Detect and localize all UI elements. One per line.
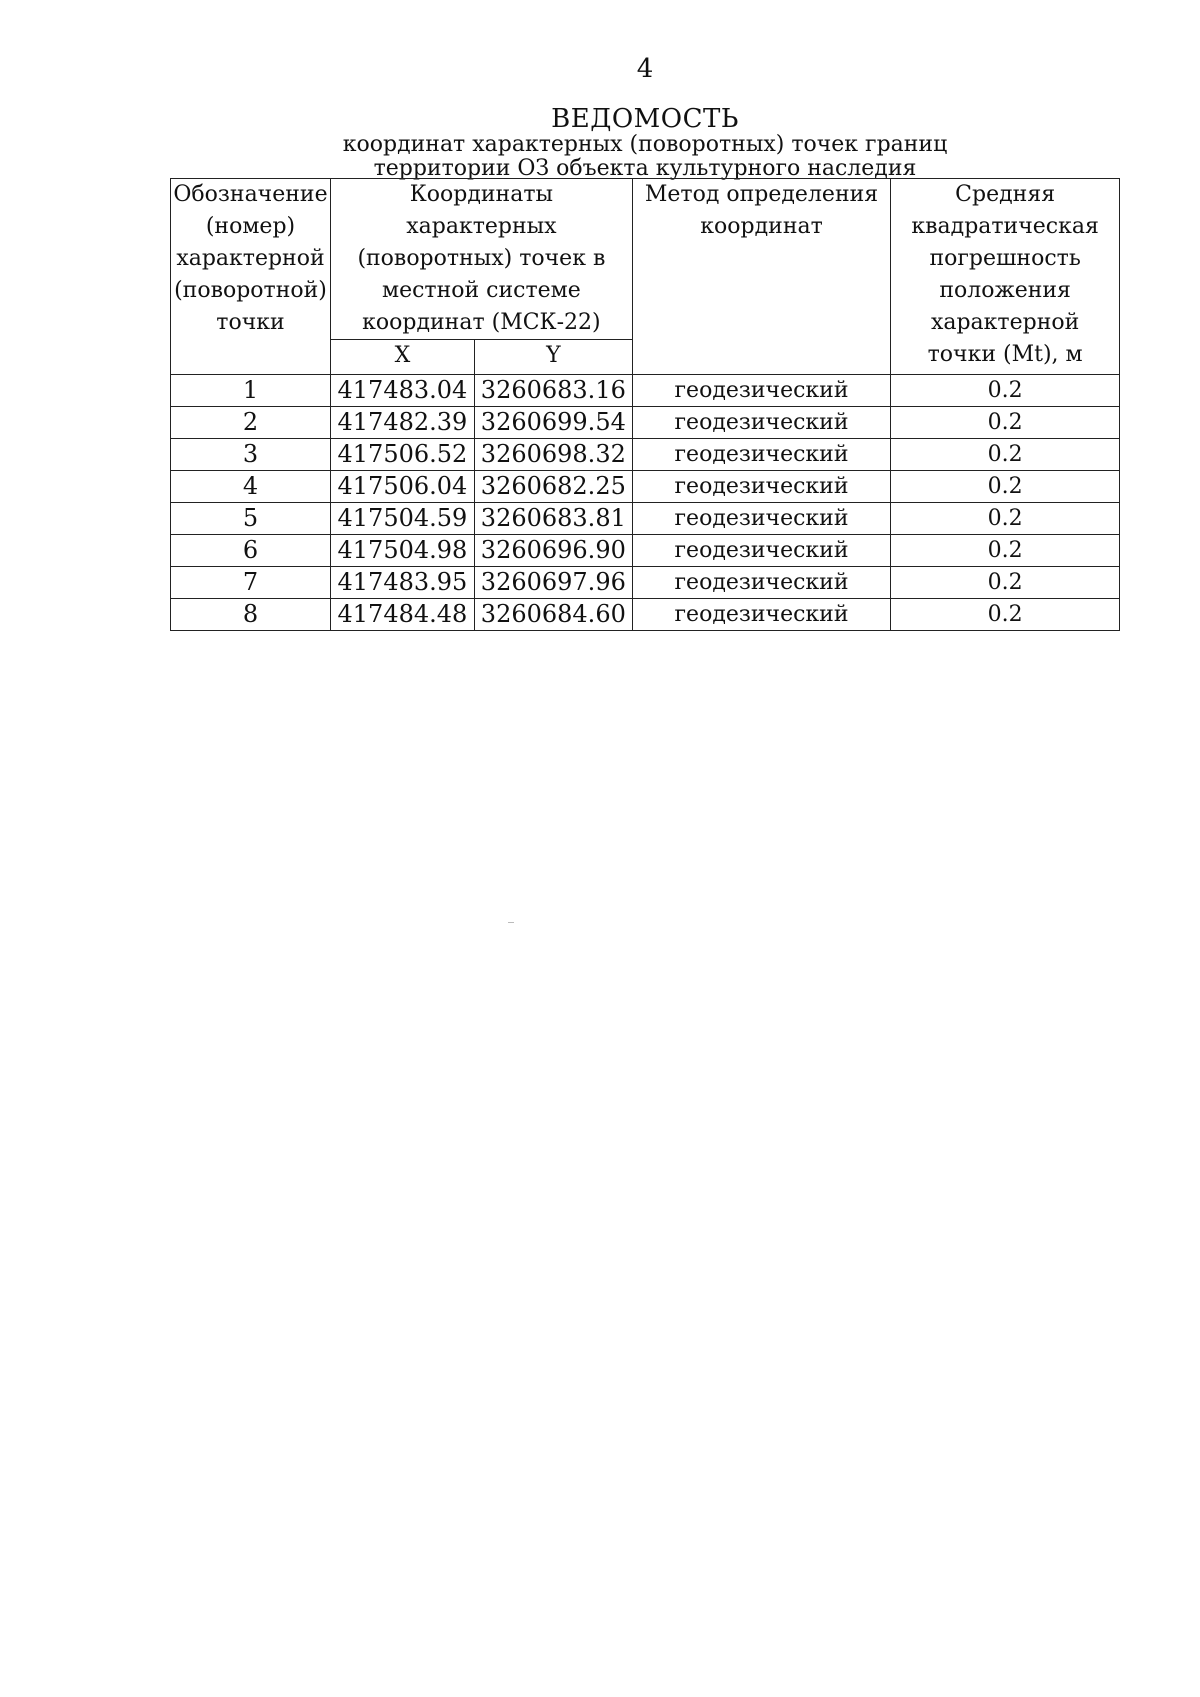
cell-point-number: 8 <box>171 599 331 631</box>
header-line: Обозначение <box>173 182 328 207</box>
header-line: Метод определения <box>644 182 879 207</box>
cell-point-number: 7 <box>171 567 331 599</box>
cell-method: геодезический <box>632 407 890 439</box>
page-number: 4 <box>636 54 654 84</box>
document-subtitle-line-1: координат характерных (поворотных) точек границ <box>342 132 948 157</box>
document-subtitle-line-2: территории ОЗ объекта культурного наследия <box>373 156 917 181</box>
header-line: точки <box>216 310 285 335</box>
header-line: (поворотной) <box>174 278 327 303</box>
scan-speck <box>508 922 514 923</box>
table-row <box>171 407 1120 439</box>
cell-error: 0.2 <box>891 439 1120 471</box>
cell-error: 0.2 <box>891 567 1120 599</box>
header-line: (поворотных) точек в <box>357 246 606 271</box>
cell-y: 3260684.60 <box>474 599 632 631</box>
cell-y: 3260698.32 <box>474 439 632 471</box>
header-line: погрешность <box>929 246 1081 271</box>
header-line: координат (МСК-22) <box>362 310 601 335</box>
cell-y: 3260683.16 <box>474 375 632 407</box>
cell-x: 417483.95 <box>330 567 474 599</box>
cell-point-number: 4 <box>171 471 331 503</box>
header-mean-error <box>891 179 1120 375</box>
header-line: (номер) <box>205 214 296 239</box>
cell-point-number: 3 <box>171 439 331 471</box>
header-coordinates <box>330 179 632 340</box>
header-line: координат <box>700 214 823 239</box>
table-row <box>171 471 1120 503</box>
header-line: положения <box>939 278 1071 303</box>
cell-point-number: 2 <box>171 407 331 439</box>
header-line: Средняя <box>955 182 1056 207</box>
cell-error: 0.2 <box>891 407 1120 439</box>
cell-error: 0.2 <box>891 599 1120 631</box>
header-line: характерных <box>406 214 557 239</box>
table-row <box>171 503 1120 535</box>
header-line: характерной <box>930 310 1080 335</box>
header-line: местной системе <box>381 278 581 303</box>
cell-y: 3260699.54 <box>474 407 632 439</box>
header-line: квадратическая <box>911 214 1099 239</box>
table-header-row <box>171 179 1120 340</box>
cell-point-number: 5 <box>171 503 331 535</box>
cell-error: 0.2 <box>891 535 1120 567</box>
document-title: ВЕДОМОСТЬ <box>551 104 739 134</box>
cell-method: геодезический <box>632 535 890 567</box>
table-row <box>171 375 1120 407</box>
cell-method: геодезический <box>632 567 890 599</box>
cell-x: 417483.04 <box>330 375 474 407</box>
cell-method: геодезический <box>632 375 890 407</box>
header-y: Y <box>474 340 632 375</box>
cell-x: 417504.98 <box>330 535 474 567</box>
cell-method: геодезический <box>632 599 890 631</box>
header-point-number <box>171 179 331 375</box>
header-line: Координаты <box>409 182 554 207</box>
cell-x: 417504.59 <box>330 503 474 535</box>
cell-x: 417506.04 <box>330 471 474 503</box>
cell-method: геодезический <box>632 439 890 471</box>
table-row <box>171 439 1120 471</box>
cell-error: 0.2 <box>891 375 1120 407</box>
cell-x: 417482.39 <box>330 407 474 439</box>
header-line: точки (Mt), м <box>927 342 1083 367</box>
header-line: характерной <box>176 246 325 271</box>
table-row <box>171 567 1120 599</box>
cell-x: 417506.52 <box>330 439 474 471</box>
table-row <box>171 535 1120 567</box>
coordinates-table <box>170 178 1120 631</box>
cell-y: 3260682.25 <box>474 471 632 503</box>
cell-error: 0.2 <box>891 503 1120 535</box>
cell-method: геодезический <box>632 471 890 503</box>
cell-y: 3260697.96 <box>474 567 632 599</box>
cell-method: геодезический <box>632 503 890 535</box>
cell-y: 3260696.90 <box>474 535 632 567</box>
header-method <box>632 179 890 375</box>
cell-error: 0.2 <box>891 471 1120 503</box>
cell-point-number: 1 <box>171 375 331 407</box>
cell-point-number: 6 <box>171 535 331 567</box>
table-row <box>171 599 1120 631</box>
header-x: X <box>330 340 474 375</box>
cell-y: 3260683.81 <box>474 503 632 535</box>
cell-x: 417484.48 <box>330 599 474 631</box>
